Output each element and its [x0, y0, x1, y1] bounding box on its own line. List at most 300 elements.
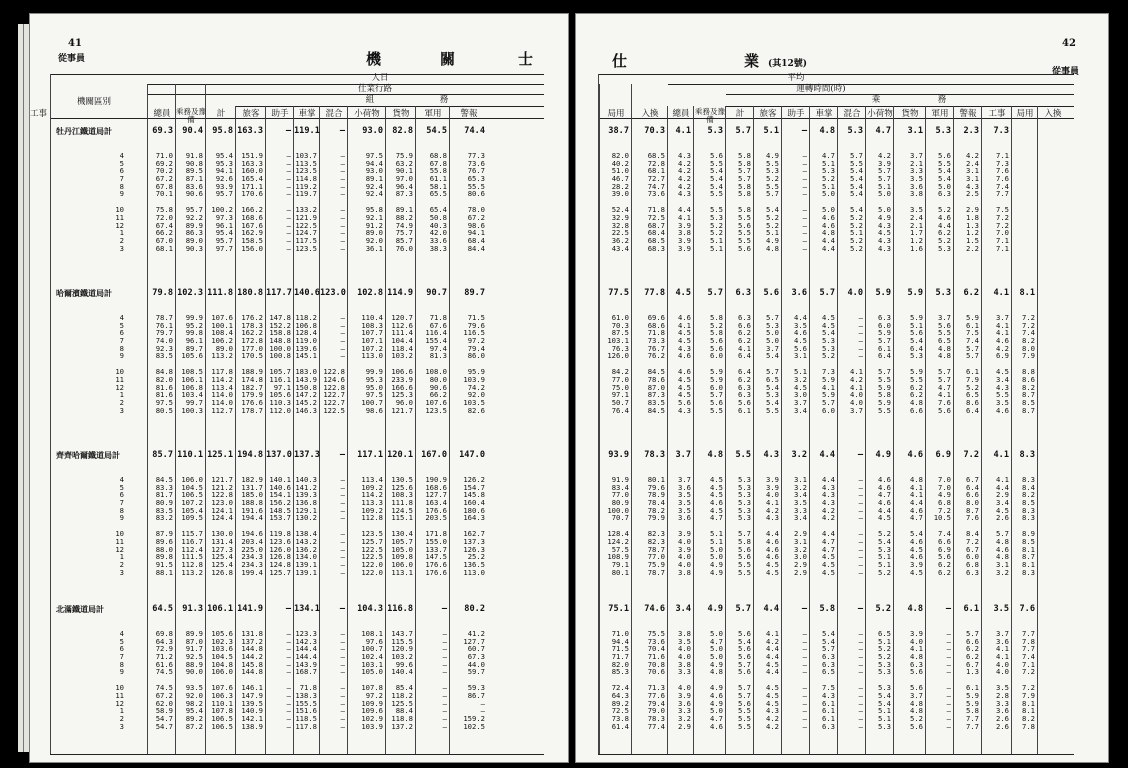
month-label: 7: [119, 652, 124, 662]
table-cell: 115.1: [391, 513, 413, 523]
table-cell: 3.7: [996, 629, 1009, 638]
table-cell: 5.2: [878, 652, 891, 662]
value-column: [954, 152, 979, 252]
table-cell: 83.5: [647, 397, 665, 407]
month-label: 10: [115, 529, 124, 539]
section-total: 6.1: [963, 604, 979, 614]
table-cell: 5.1: [878, 636, 891, 646]
table-cell: 5.1: [822, 181, 835, 191]
table-cell: 3.3: [996, 698, 1009, 708]
table-cell: 138.3: [295, 690, 317, 700]
table-cell: 6.0: [710, 382, 723, 392]
table-cell: 152.2: [269, 320, 291, 330]
table-cell: 92.4: [365, 189, 383, 199]
section-total: 111.8: [207, 288, 233, 298]
table-cell: 105.6: [269, 390, 291, 400]
table-cell: 3.5: [910, 205, 923, 215]
column-header: 助手: [787, 109, 805, 119]
table-cell: 7.4: [1022, 328, 1035, 338]
table-cell: —: [340, 683, 345, 693]
section-total: 125.1: [207, 450, 233, 460]
table-cell: —: [802, 243, 807, 253]
table-cell: —: [286, 228, 291, 238]
table-cell: —: [340, 243, 345, 253]
table-cell: —: [858, 644, 863, 654]
table-cell: 84.4: [467, 243, 485, 253]
table-cell: 5.2: [710, 220, 723, 230]
table-cell: 5.5: [878, 374, 891, 384]
table-cell: 176.2: [241, 313, 263, 322]
section-total: —: [285, 604, 291, 614]
table-cell: 123.5: [361, 529, 383, 539]
table-cell: 5.7: [738, 166, 751, 176]
table-cell: 5.6: [794, 343, 807, 353]
section-total: 78.3: [644, 450, 665, 460]
column-header: 車掌: [298, 109, 316, 119]
section-title: 哈爾濱鐵道局計: [56, 288, 112, 298]
table-cell: 81.7: [155, 490, 173, 500]
table-cell: 76.0: [395, 243, 413, 253]
table-cell: 176.6: [425, 567, 447, 577]
table-cell: 7.7: [1022, 629, 1035, 638]
table-cell: 5.8: [738, 151, 751, 160]
table-cell: 127.7: [463, 636, 485, 646]
table-cell: 5.9: [822, 374, 835, 384]
table-cell: 90.8: [185, 158, 203, 168]
table-cell: 82.0: [611, 151, 629, 160]
section-total: 85.7: [152, 450, 173, 460]
table-cell: 4.4: [878, 505, 891, 515]
page-number: 41: [68, 38, 82, 49]
section-total: —: [339, 126, 345, 136]
value-column: [450, 476, 485, 576]
table-cell: 2.6: [996, 713, 1009, 723]
table-cell: —: [340, 667, 345, 677]
table-cell: 39.0: [611, 189, 629, 199]
table-cell: 64.3: [611, 690, 629, 700]
table-cell: 8.0: [966, 498, 979, 508]
section-total: 80.2: [464, 604, 485, 614]
table-cell: 78.9: [647, 490, 665, 500]
table-cell: 4.6: [678, 367, 691, 377]
section-total: 82.8: [392, 126, 413, 136]
table-cell: 5.7: [738, 659, 751, 669]
table-cell: 92.0: [185, 690, 203, 700]
table-cell: —: [340, 320, 345, 330]
value-column: [726, 476, 751, 576]
table-cell: 76.3: [611, 343, 629, 353]
table-cell: 4.0: [678, 652, 691, 662]
section-total: 102.3: [177, 288, 203, 298]
section-total: 7.2: [963, 450, 979, 460]
section-total: 2.3: [963, 126, 979, 136]
table-cell: 144.4: [295, 644, 317, 654]
column-header: 警報: [460, 109, 478, 119]
value-column: [148, 314, 173, 414]
table-cell: 83.4: [611, 482, 629, 492]
table-cell: 5.7: [938, 367, 951, 377]
value-column: [894, 630, 923, 730]
table-cell: 99.9: [365, 367, 383, 377]
section-total: 117.7: [266, 288, 292, 298]
table-cell: 95.9: [467, 367, 485, 377]
table-cell: 5.5: [938, 158, 951, 168]
table-cell: 4.0: [678, 683, 691, 693]
table-cell: 108.4: [211, 328, 233, 338]
section-total: 5.7: [819, 288, 835, 298]
table-cell: 89.8: [155, 552, 173, 562]
table-cell: 3.9: [678, 235, 691, 245]
table-cell: 3.4: [794, 405, 807, 415]
table-cell: 159.2: [463, 713, 485, 723]
table-cell: 5.2: [850, 243, 863, 253]
table-cell: 137.2: [241, 636, 263, 646]
table-cell: 5.3: [766, 320, 779, 330]
table-cell: 5.4: [710, 166, 723, 176]
table-cell: 76.7: [467, 166, 485, 176]
table-cell: —: [286, 683, 291, 693]
table-cell: 5.6: [738, 397, 751, 407]
table-cell: 3.9: [910, 629, 923, 638]
table-cell: 4.5: [766, 567, 779, 577]
table-cell: 107.1: [361, 336, 383, 346]
table-cell: 8.2: [1022, 490, 1035, 500]
value-column: [176, 476, 203, 576]
table-cell: 6.3: [738, 313, 751, 322]
value-column: [320, 152, 345, 252]
table-cell: 72.9: [155, 644, 173, 654]
section-total: —: [285, 126, 291, 136]
table-cell: 61.0: [611, 313, 629, 322]
table-cell: 72.8: [647, 158, 665, 168]
table-cell: —: [286, 158, 291, 168]
stacked-page-edge: [24, 24, 30, 752]
table-cell: 71.8: [647, 328, 665, 338]
table-cell: 5.9: [966, 690, 979, 700]
section-total: 4.6: [907, 450, 923, 460]
table-cell: 155.4: [425, 336, 447, 346]
table-cell: 4.3: [878, 243, 891, 253]
header-group: 仕業行路: [357, 84, 392, 94]
section-total: 3.1: [907, 126, 923, 136]
table-cell: —: [802, 189, 807, 199]
table-cell: 5.5: [910, 374, 923, 384]
table-cell: 85.3: [611, 667, 629, 677]
table-cell: 4.1: [766, 629, 779, 638]
table-cell: 119.8: [269, 529, 291, 539]
table-cell: 4.0: [850, 390, 863, 400]
table-cell: 5.6: [910, 683, 923, 693]
table-cell: 5.0: [710, 544, 723, 554]
table-cell: 98.6: [467, 220, 485, 230]
table-cell: 4.5: [822, 313, 835, 322]
table-cell: 80.9: [611, 498, 629, 508]
table-cell: —: [286, 698, 291, 708]
column-header: 總員: [672, 109, 690, 119]
table-cell: 5.3: [878, 544, 891, 554]
table-cell: 106.5: [211, 713, 233, 723]
column-header: 局用: [1016, 109, 1034, 119]
table-cell: —: [340, 652, 345, 662]
value-column: [148, 476, 173, 576]
table-cell: 5.2: [710, 320, 723, 330]
table-cell: 25.2: [467, 552, 485, 562]
table-cell: 178.7: [241, 405, 263, 415]
table-cell: 4.7: [822, 544, 835, 554]
table-cell: 89.1: [365, 174, 383, 184]
value-column: [266, 152, 291, 252]
table-cell: 1.8: [966, 212, 979, 222]
header-group: 乘: [871, 95, 881, 105]
table-cell: —: [286, 644, 291, 654]
value-column: [386, 314, 413, 414]
table-cell: —: [802, 228, 807, 238]
table-cell: 6.5: [938, 336, 951, 346]
table-cell: —: [286, 205, 291, 215]
table-cell: 78.2: [647, 505, 665, 515]
section-title: 北滿鐵道局計: [56, 604, 104, 614]
value-column: [726, 630, 751, 730]
table-cell: 69.2: [155, 158, 173, 168]
table-cell: 73.3: [647, 336, 665, 346]
table-cell: —: [802, 151, 807, 160]
table-cell: 7.6: [966, 513, 979, 523]
table-cell: 72.5: [647, 212, 665, 222]
table-cell: —: [480, 706, 485, 716]
table-cell: —: [858, 320, 863, 330]
table-cell: —: [802, 652, 807, 662]
table-cell: 3.4: [794, 513, 807, 523]
section-total: 69.3: [152, 126, 173, 136]
table-cell: 6.2: [738, 374, 751, 384]
table-cell: 74.7: [647, 181, 665, 191]
table-cell: —: [340, 174, 345, 184]
table-cell: 2.1: [910, 220, 923, 230]
table-cell: —: [802, 659, 807, 669]
table-cell: 5.9: [910, 313, 923, 322]
table-cell: 2.9: [678, 721, 691, 731]
table-cell: 5.4: [738, 636, 751, 646]
table-cell: —: [340, 552, 345, 562]
table-cell: 5.1: [710, 536, 723, 546]
table-cell: 89.7: [185, 343, 203, 353]
table-cell: 79.0: [647, 706, 665, 716]
table-cell: 155.0: [425, 536, 447, 546]
column-header: 乘務及豫備: [176, 107, 206, 124]
table-cell: 71.2: [155, 652, 173, 662]
table-cell: 5.6: [738, 220, 751, 230]
table-cell: 3.1: [794, 475, 807, 484]
table-cell: 126.2: [463, 475, 485, 484]
table-cell: —: [858, 667, 863, 677]
table-cell: 95.7: [215, 189, 233, 199]
table-cell: —: [946, 706, 951, 716]
table-cell: 6.1: [966, 320, 979, 330]
table-cell: 3.5: [794, 320, 807, 330]
table-cell: 109.9: [361, 698, 383, 708]
table-cell: 6.1: [822, 713, 835, 723]
table-cell: 108.5: [181, 367, 203, 377]
table-cell: 107.6: [211, 683, 233, 693]
table-cell: —: [442, 721, 447, 731]
table-cell: 107.7: [361, 328, 383, 338]
table-cell: 3.9: [766, 475, 779, 484]
table-cell: —: [858, 559, 863, 569]
table-cell: 111.4: [391, 328, 413, 338]
table-cell: 166.2: [241, 205, 263, 215]
section-total: 38.7: [608, 126, 629, 136]
table-cell: 5.6: [938, 320, 951, 330]
table-cell: 5.2: [850, 212, 863, 222]
table-cell: —: [802, 721, 807, 731]
table-cell: 5.6: [938, 151, 951, 160]
value-column: [148, 152, 173, 252]
table-cell: 4.6: [766, 552, 779, 562]
table-cell: 4.5: [996, 367, 1009, 377]
table-cell: —: [858, 629, 863, 638]
table-cell: 99.7: [185, 397, 203, 407]
table-cell: 122.8: [323, 367, 345, 377]
table-cell: —: [286, 166, 291, 176]
table-cell: 126.0: [269, 544, 291, 554]
table-cell: 128.4: [607, 529, 629, 539]
table-cell: 120.7: [391, 313, 413, 322]
section-total: 5.3: [935, 126, 951, 136]
section-total: 4.5: [675, 288, 691, 298]
table-cell: 8.4: [1022, 482, 1035, 492]
table-cell: 108.9: [607, 552, 629, 562]
table-cell: 3.6: [678, 482, 691, 492]
table-cell: 4.2: [822, 505, 835, 515]
table-cell: 124.6: [323, 374, 345, 384]
table-cell: 81.6: [155, 382, 173, 392]
table-cell: 67.2: [155, 174, 173, 184]
section-total: 74.6: [644, 604, 665, 614]
table-cell: 144.8: [241, 667, 263, 677]
section-total: 147.0: [459, 450, 485, 460]
table-cell: —: [858, 475, 863, 484]
table-cell: 74.5: [155, 667, 173, 677]
table-cell: 5.7: [938, 374, 951, 384]
table-cell: —: [340, 343, 345, 353]
value-column: [320, 630, 345, 730]
table-cell: 4.2: [678, 166, 691, 176]
value-column: [1012, 476, 1035, 576]
right-page: [576, 14, 1108, 762]
table-cell: 5.2: [910, 713, 923, 723]
table-cell: 68.4: [647, 228, 665, 238]
value-column: [754, 630, 779, 730]
table-cell: 4.4: [910, 498, 923, 508]
table-cell: 97.3: [215, 212, 233, 222]
section-total: 89.7: [464, 288, 485, 298]
value-column: [782, 152, 807, 252]
value-column: [386, 630, 413, 730]
table-cell: 103.4: [181, 390, 203, 400]
table-cell: 119.2: [295, 181, 317, 191]
table-cell: 4.1: [678, 212, 691, 222]
table-cell: 139.1: [295, 559, 317, 569]
table-cell: 4.5: [910, 567, 923, 577]
table-cell: 4.5: [710, 505, 723, 515]
table-cell: 118.4: [391, 343, 413, 353]
month-label: 9: [119, 513, 124, 523]
table-cell: —: [340, 235, 345, 245]
table-cell: 118.8: [391, 713, 413, 723]
table-cell: 130.5: [391, 475, 413, 484]
table-cell: —: [340, 498, 345, 508]
table-cell: 5.5: [738, 713, 751, 723]
table-cell: 6.2: [910, 390, 923, 400]
table-cell: 4.3: [678, 343, 691, 353]
value-column: [694, 152, 723, 252]
section-total: 4.7: [875, 126, 891, 136]
value-column: [206, 314, 233, 414]
table-cell: 5.9: [822, 390, 835, 400]
table-cell: 2.8: [996, 690, 1009, 700]
table-cell: 5.9: [878, 382, 891, 392]
table-cell: 4.5: [678, 328, 691, 338]
table-cell: 5.9: [878, 397, 891, 407]
table-cell: 122.7: [323, 397, 345, 407]
table-cell: 5.1: [766, 228, 779, 238]
month-label: 4: [119, 475, 124, 484]
table-cell: 5.1: [878, 559, 891, 569]
table-cell: 6.6: [910, 405, 923, 415]
table-cell: 5.7: [766, 189, 779, 199]
table-cell: 89.1: [395, 205, 413, 215]
table-cell: 7.4: [938, 529, 951, 539]
table-cell: 71.0: [611, 629, 629, 638]
table-cell: 3.5: [678, 498, 691, 508]
month-label: 6: [119, 644, 124, 654]
section-total: 137.0: [266, 450, 292, 460]
table-cell: 123.5: [295, 243, 317, 253]
table-cell: 5.6: [738, 652, 751, 662]
table-cell: 128.4: [295, 328, 317, 338]
table-cell: 5.6: [738, 644, 751, 654]
table-cell: 3.5: [678, 505, 691, 515]
section-total: 77.5: [608, 288, 629, 298]
table-cell: 89.9: [185, 629, 203, 638]
table-cell: —: [858, 721, 863, 731]
table-cell: —: [340, 659, 345, 669]
table-cell: 75.9: [395, 151, 413, 160]
table-cell: 105.7: [269, 367, 291, 377]
table-cell: —: [858, 351, 863, 361]
value-column: [866, 630, 891, 730]
table-cell: 167.6: [241, 220, 263, 230]
table-cell: 102.4: [361, 652, 383, 662]
value-column: [838, 314, 863, 414]
table-cell: 5.7: [966, 629, 979, 638]
table-cell: 42.0: [429, 228, 447, 238]
table-cell: 4.4: [822, 235, 835, 245]
table-cell: 4.6: [938, 212, 951, 222]
table-cell: 95.3: [215, 158, 233, 168]
table-cell: —: [340, 698, 345, 708]
table-cell: 5.4: [910, 529, 923, 539]
table-cell: 4.6: [822, 220, 835, 230]
table-cell: 126.8: [269, 552, 291, 562]
table-cell: 1.6: [910, 243, 923, 253]
table-cell: 5.5: [766, 405, 779, 415]
table-cell: 4.5: [822, 552, 835, 562]
table-cell: 122.0: [361, 559, 383, 569]
table-cell: 6.3: [910, 659, 923, 669]
table-cell: 4.2: [766, 721, 779, 731]
category-label: 從事員: [1052, 67, 1080, 77]
